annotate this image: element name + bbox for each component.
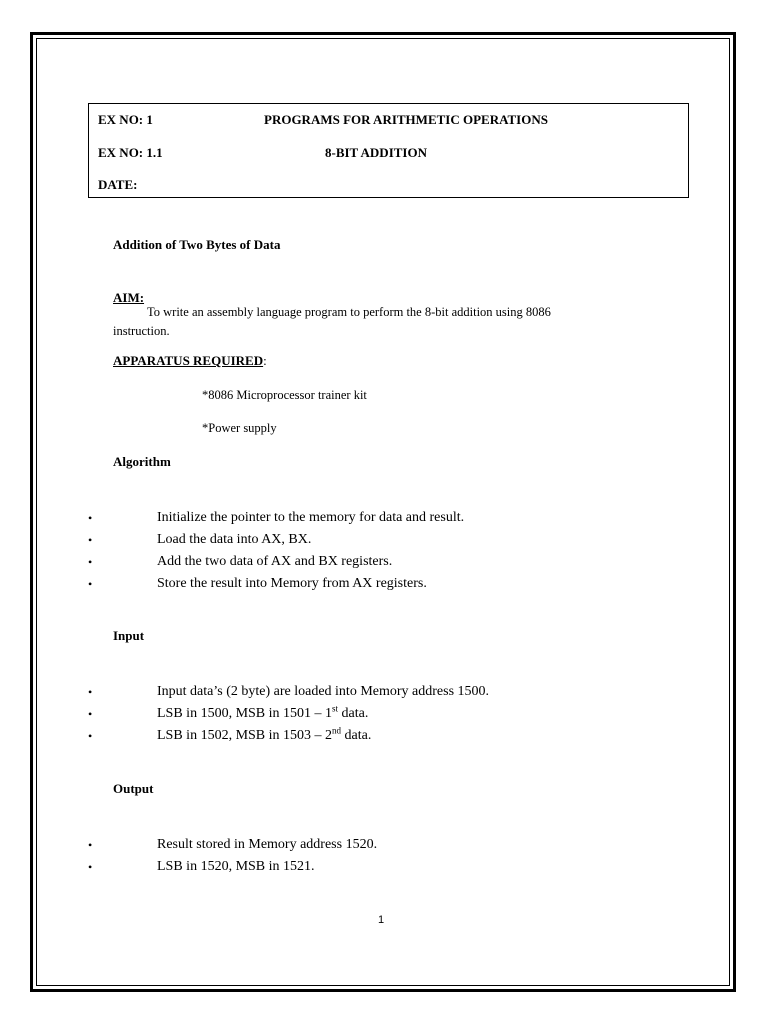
input-list <box>0 681 768 747</box>
ex-no-label: EX NO: 1 <box>98 112 153 127</box>
apparatus-colon: : <box>263 353 267 368</box>
bullet-icon: • <box>88 860 93 874</box>
input-heading: Input <box>113 628 145 643</box>
sub-ex-no-label: EX NO: 1.1 <box>98 145 163 160</box>
bullet-icon: • <box>88 511 93 525</box>
apparatus-heading: APPARATUS REQUIRED <box>113 353 264 368</box>
apparatus-heading-row <box>113 353 267 369</box>
algorithm-list <box>0 507 768 595</box>
output-heading: Output <box>113 781 154 796</box>
list-item: • Initialize the pointer to the memory for data and result. <box>0 507 768 529</box>
list-item: • Input data’s (2 byte) are loaded into Memory address 1500. <box>0 681 768 703</box>
page-number: 1 <box>378 914 385 926</box>
aim-text-line2: instruction. <box>113 324 170 338</box>
list-item: • LSB in 1520, MSB in 1521. <box>0 856 768 878</box>
list-item: • LSB in 1502, MSB in 1503 – 2nd data. <box>0 725 768 747</box>
bullet-icon: • <box>88 707 93 721</box>
date-label: DATE: <box>98 177 138 192</box>
bullet-icon: • <box>88 577 93 591</box>
bullet-icon: • <box>88 838 93 852</box>
experiment-subtitle: 8-BIT ADDITION <box>325 145 427 160</box>
bullet-icon: • <box>88 533 93 547</box>
bullet-icon: • <box>88 555 93 569</box>
experiment-title: PROGRAMS FOR ARITHMETIC OPERATIONS <box>264 112 548 127</box>
section-title: Addition of Two Bytes of Data <box>113 237 281 252</box>
bullet-icon: • <box>88 729 93 743</box>
list-item: • Store the result into Memory from AX registers. <box>0 573 768 595</box>
list-item: • LSB in 1500, MSB in 1501 – 1st data. <box>0 703 768 725</box>
list-item: • Load the data into AX, BX. <box>0 529 768 551</box>
list-item: • Result stored in Memory address 1520. <box>0 834 768 856</box>
bullet-icon: • <box>88 685 93 699</box>
aim-heading: AIM: <box>113 290 145 305</box>
algorithm-heading: Algorithm <box>113 454 171 469</box>
apparatus-item: *Power supply <box>202 421 277 435</box>
aim-text-line1: To write an assembly language program to perform the 8-bit addition using 8086 <box>147 305 551 319</box>
experiment-header-box <box>88 103 689 198</box>
apparatus-item: *8086 Microprocessor trainer kit <box>202 388 367 402</box>
output-list <box>0 834 768 878</box>
list-item: • Add the two data of AX and BX registers. <box>0 551 768 573</box>
